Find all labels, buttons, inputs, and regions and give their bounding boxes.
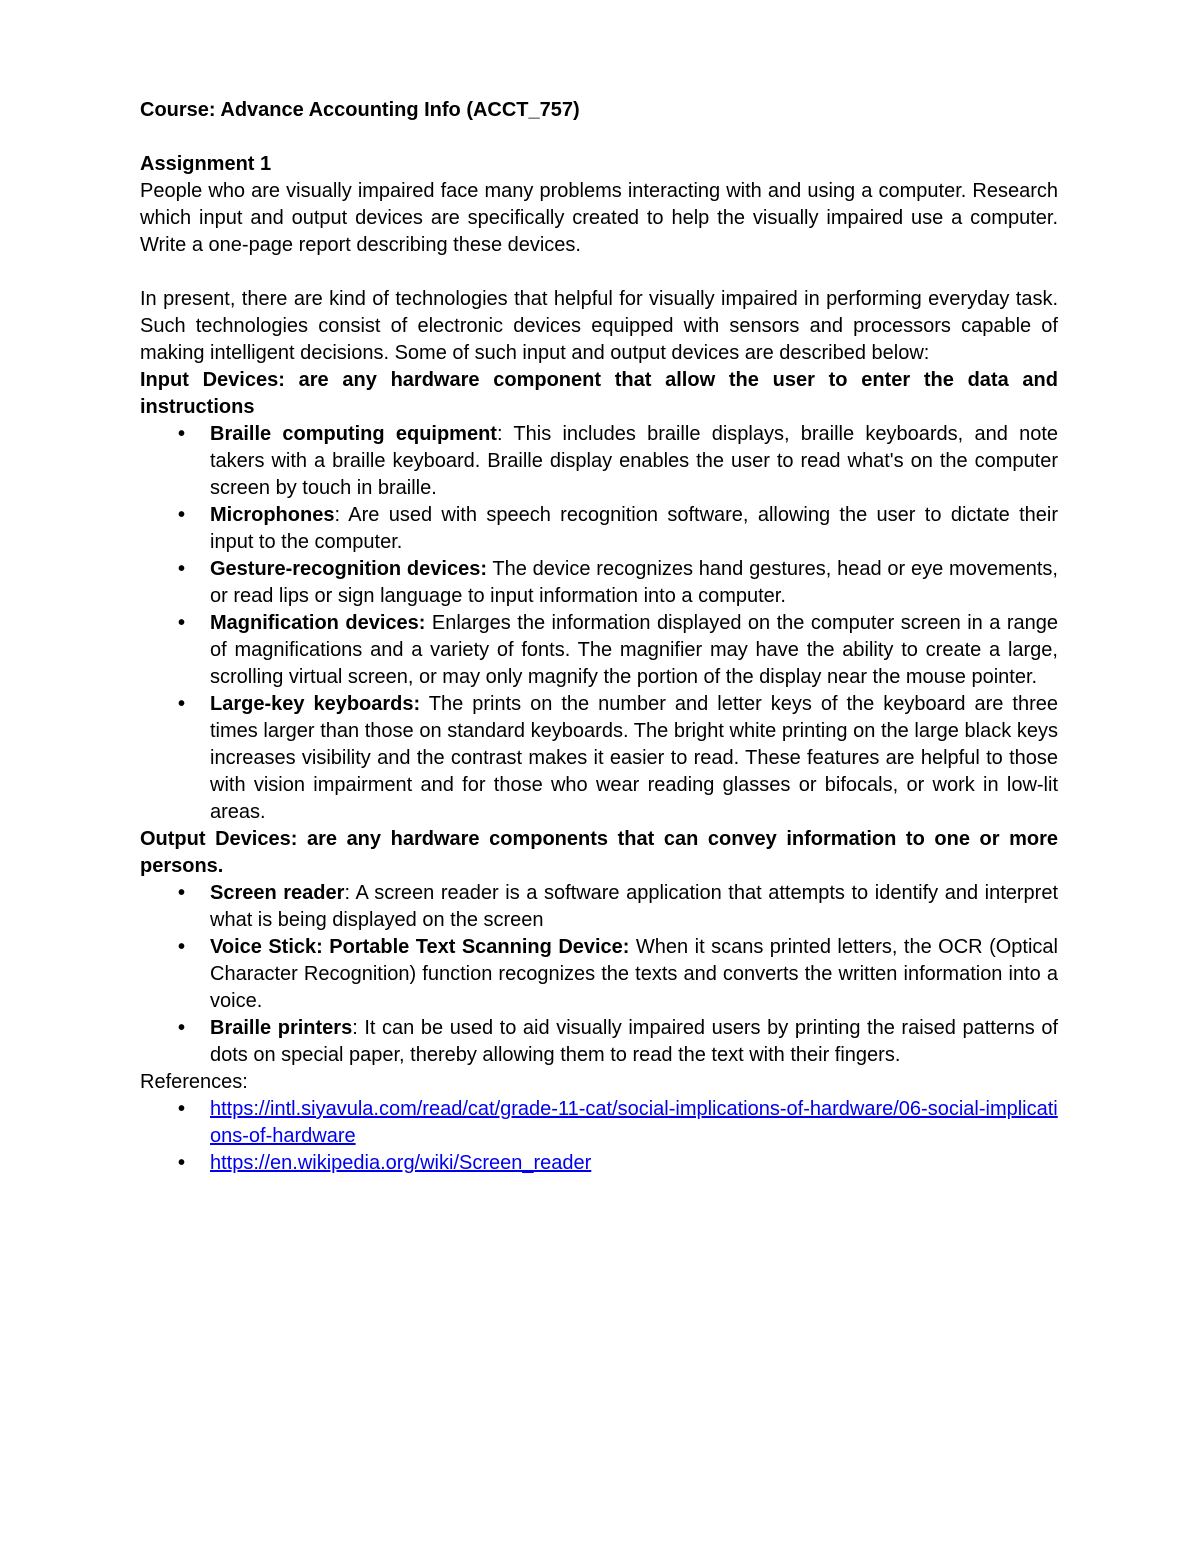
body-paragraph: In present, there are kind of technologies that helpful for visually impaired in performing everyday task. Such technologies consist of electronic devices equipped with sensors and processors capable of making intelligent decisions. Some of such input and output devices are described below:: [140, 288, 1058, 364]
bullet-icon: •: [178, 1098, 186, 1120]
device-term: Braille printers: [210, 1017, 353, 1039]
bullet-icon: •: [178, 504, 186, 526]
device-description: : A screen reader is a software application that attempts to identify and interpret what is being displayed on the screen: [210, 882, 1059, 931]
bullet-icon: •: [178, 882, 186, 904]
list-item-voice-stick: [140, 934, 1058, 1015]
references-label: References:: [140, 1071, 248, 1093]
intro-paragraph: People who are visually impaired face many problems interacting with and using a computer. Research which input and output devices are specifically created to help the visually impaired use a computer. Write a one-page report describing these devices.: [140, 180, 1058, 256]
bullet-icon: •: [178, 558, 186, 580]
list-item-large-key-keyboards: [140, 691, 1058, 826]
input-devices-list: [140, 421, 1058, 826]
input-devices-heading: Input Devices: are any hardware component that allow the user to enter the data and instructions: [140, 369, 1058, 418]
bullet-icon: •: [178, 423, 186, 445]
output-devices-heading: Output Devices: are any hardware components that can convey information to one or more persons.: [140, 828, 1058, 877]
device-description: Enlarges the information displayed on the computer screen in a range of magnifications and a variety of fonts. The magnifier may have the ability to create a large, scrolling virtual screen, or may only magnify the portion of the display near the mouse pointer.: [210, 612, 1058, 688]
reference-link[interactable]: https://en.wikipedia.org/wiki/Screen_reader: [210, 1152, 592, 1174]
list-item-microphones: [140, 502, 1058, 556]
bullet-icon: •: [178, 612, 186, 634]
bullet-icon: •: [178, 936, 186, 958]
device-term: Screen reader: [210, 882, 345, 904]
device-term: Magnification devices:: [210, 612, 426, 634]
bullet-icon: •: [178, 1017, 186, 1039]
device-term: Braille computing equipment: [210, 423, 497, 445]
device-description: The device recognizes hand gestures, head or eye movements, or read lips or sign language to input information into a computer.: [210, 558, 1058, 607]
list-item-reference-1: [140, 1096, 1058, 1150]
device-description: When it scans printed letters, the OCR (Optical Character Recognition) function recognizes the texts and converts the written information into a voice.: [210, 936, 1058, 1012]
device-term: Gesture-recognition devices:: [210, 558, 487, 580]
device-description: : This includes braille displays, braille keyboards, and note takers with a braille keyboard. Braille display enables the user to read what's on the computer screen by touch in braille.: [210, 423, 1058, 499]
reference-link[interactable]: https://intl.siyavula.com/read/cat/grade-11-cat/social-implications-of-hardware/06-social-implications-of-hardware: [210, 1098, 1058, 1147]
bullet-icon: •: [178, 693, 186, 715]
list-item-gesture-recognition-devices: [140, 556, 1058, 610]
device-description: : It can be used to aid visually impaired users by printing the raised patterns of dots on special paper, thereby allowing them to read the text with their fingers.: [210, 1017, 1058, 1066]
device-term: Voice Stick: Portable Text Scanning Device:: [210, 936, 630, 958]
course-title: Course: Advance Accounting Info (ACCT_757): [140, 99, 580, 121]
output-devices-list: [140, 880, 1058, 1069]
references-list: [140, 1096, 1058, 1177]
device-term: Large-key keyboards:: [210, 693, 421, 715]
list-item-screen-reader: [140, 880, 1058, 934]
device-description: : Are used with speech recognition software, allowing the user to dictate their input to the computer.: [210, 504, 1058, 553]
bullet-icon: •: [178, 1152, 186, 1174]
list-item-reference-2: [140, 1150, 1058, 1177]
assignment-heading: Assignment 1: [140, 153, 272, 175]
list-item-magnification-devices: [140, 610, 1058, 691]
list-item-braille-printers: [140, 1015, 1058, 1069]
device-term: Microphones: [210, 504, 335, 526]
list-item-braille-computing-equipment: [140, 421, 1058, 502]
device-description: The prints on the number and letter keys of the keyboard are three times larger than those on standard keyboards. The bright white printing on the large black keys increases visibility and the contrast makes it easier to read. These features are helpful to those with vision impairment and for those who wear reading glasses or bifocals, or work in low-lit areas.: [210, 693, 1058, 823]
